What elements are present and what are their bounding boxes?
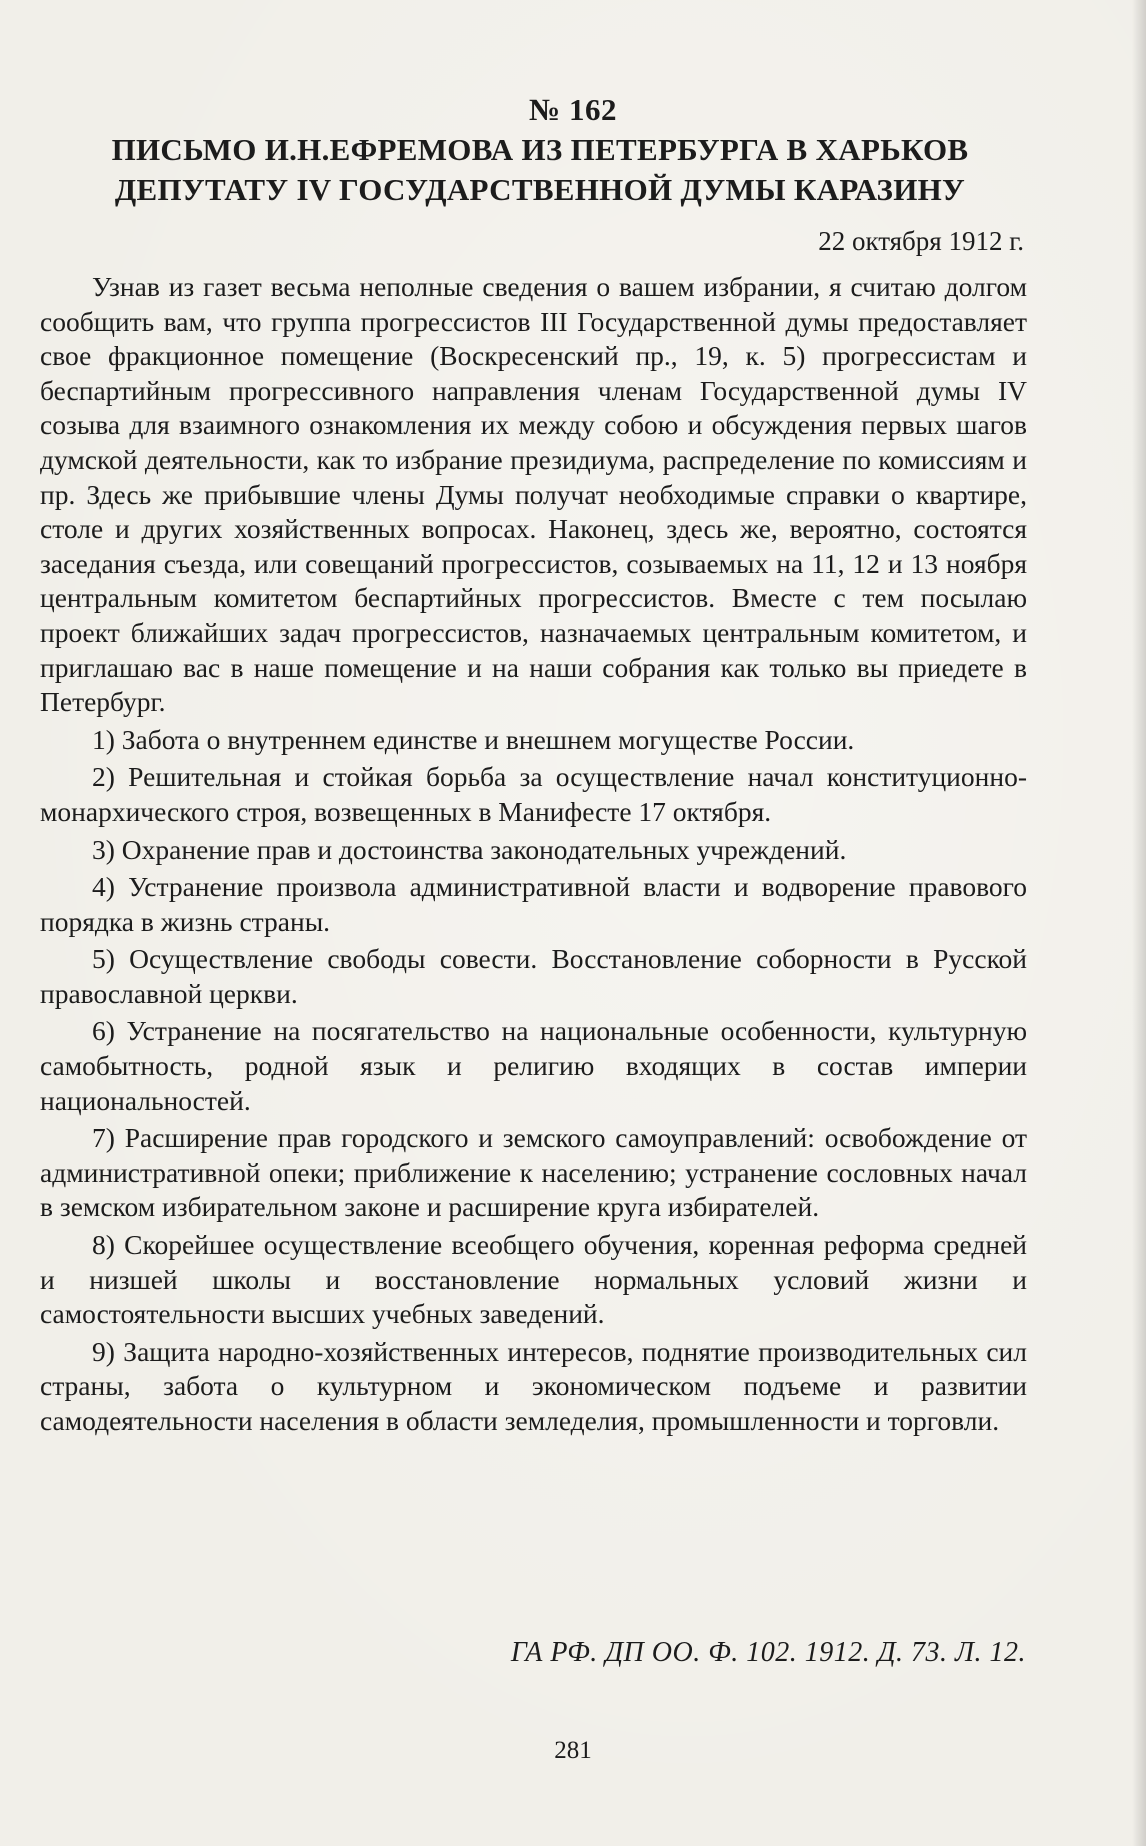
archive-source-reference: ГА РФ. ДП ОО. Ф. 102. 1912. Д. 73. Л. 12.: [510, 1637, 1026, 1668]
list-item: 8) Скорейшее осуществление всеобщего обучения, коренная реформа средней и низшей школы и восстановление нормальных условий жизни и самостоятельности высших учебных заведений.: [40, 1229, 1027, 1330]
document-number: № 162: [529, 92, 617, 127]
list-item: 1) Забота о внутреннем единстве и внешнем могуществе России.: [92, 723, 855, 755]
list-item: 9) Защита народно-хозяйственных интересов, поднятие производительных сил страны, забота о культурном и экономическом подъеме и развитии самодеятельности населения в области земледелия, промышленности и торговли.: [40, 1335, 1027, 1436]
intro-paragraph: Узнав из газет весьма неполные сведения о вашем избрании, я считаю долгом сообщить вам, что группа прогрессистов III Государственной думы предоставляет свое фракционное помещение (Воскресенский пр., 19, к. 5) прогрессистам и беспартийным прогрессивного направления членам Государственной думы IV созыва для взаимного ознакомления их между собою и обсуждения первых шагов думской деятельности, как то избрание президиума, распределение по комиссиям и пр. Здесь же прибывшие члены Думы получат необходимые справки о квартире, столе и других хозяйственных вопросах. Наконец, здесь же, вероятно, состоятся заседания съезда, или совещаний прогрессистов, созываемых на 11, 12 и 13 ноября центральным комитетом беспартийных прогрессистов. Вместе с тем посылаю проект ближайших задач прогрессистов, назначаемых центральным комитетом, и приглашаю вас в наше помещение и на наши собрания как только вы приедете в Петербург.: [40, 271, 1027, 718]
title-line-2: ДЕПУТАТУ IV ГОСУДАРСТВЕННОЙ ДУМЫ КАРАЗИНУ: [114, 172, 966, 207]
list-item: 7) Расширение прав городского и земского самоуправлений: освобождение от административной опеки; приближение к населению; устранение сословных начал в земском избирательном законе и расширение круга избирателей.: [40, 1122, 1027, 1223]
document-body: [40, 270, 1027, 1439]
list-item: 2) Решительная и стойкая борьба за осуществление начал конституционно-монархического строя, возвещенных в Манифесте 17 октября.: [40, 761, 1027, 827]
page-edge-shadow: [1132, 0, 1146, 1846]
document-title: [40, 130, 1040, 210]
title-line-1: ПИСЬМО И.Н.ЕФРЕМОВА ИЗ ПЕТЕРБУРГА В ХАРЬКОВ: [111, 132, 969, 167]
list-item: 6) Устранение на посягательство на национальные особенности, культурную самобытность, родной язык и религию входящих в состав империи национальностей.: [40, 1015, 1027, 1116]
page-number: 281: [554, 1737, 592, 1764]
list-item: 5) Осуществление свободы совести. Восстановление соборности в Русской православной церкви.: [40, 943, 1027, 1009]
list-item: 4) Устранение произвола административной власти и водворение правового порядка в жизнь страны.: [40, 871, 1027, 937]
document-date: 22 октября 1912 г.: [818, 226, 1024, 256]
list-item: 3) Охранение прав и достоинства законодательных учреждений.: [92, 833, 847, 865]
